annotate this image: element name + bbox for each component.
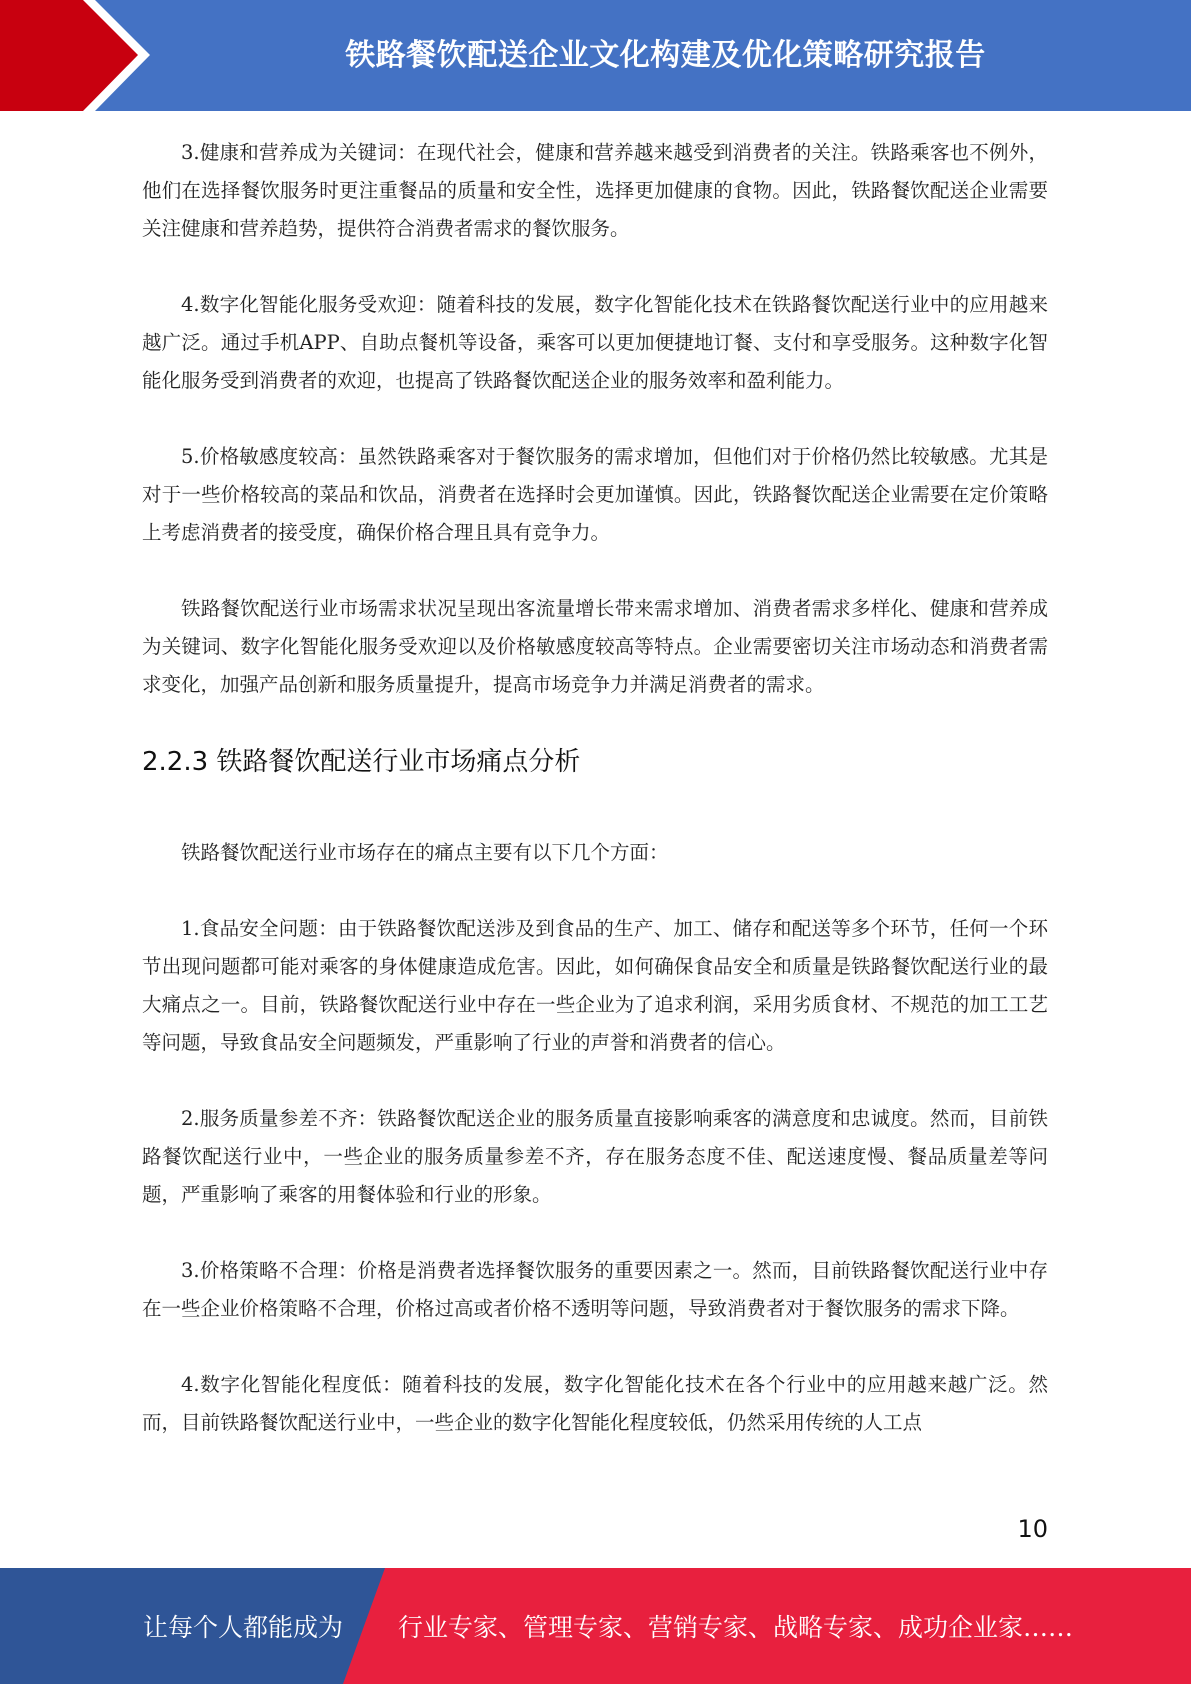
page-header — [0, 0, 1191, 111]
paragraph: 3.健康和营养成为关键词：在现代社会，健康和营养越来越受到消费者的关注。铁路乘客也不例外，他们在选择餐饮服务时更注重餐品的质量和安全性，选择更加健康的食物。因此，铁路餐饮配送企业需要关注健康和营养趋势，提供符合消费者需求的餐饮服务。 — [142, 141, 1048, 240]
paragraph: 铁路餐饮配送行业市场存在的痛点主要有以下几个方面： — [181, 841, 669, 864]
page-content — [142, 134, 1048, 1480]
paragraph: 铁路餐饮配送行业市场需求状况呈现出客流量增长带来需求增加、消费者需求多样化、健康和营养成为关键词、数字化智能化服务受欢迎以及价格敏感度较高等特点。企业需要密切关注市场动态和消费者需求变化，加强产品创新和服务质量提升，提高市场竞争力并满足消费者的需求。 — [142, 597, 1048, 696]
paragraph: 3.价格策略不合理：价格是消费者选择餐饮服务的重要因素之一。然而，目前铁路餐饮配送行业中存在一些企业价格策略不合理，价格过高或者价格不透明等问题，导致消费者对于餐饮服务的需求下降。 — [142, 1259, 1048, 1320]
page-number: 10 — [1017, 1515, 1048, 1543]
section-heading: 2.2.3 铁路餐饮配送行业市场痛点分析 — [142, 747, 581, 777]
paragraph: 5.价格敏感度较高：虽然铁路乘客对于餐饮服务的需求增加，但他们对于价格仍然比较敏感。尤其是对于一些价格较高的菜品和饮品，消费者在选择时会更加谨慎。因此，铁路餐饮配送企业需要在定价策略上考虑消费者的接受度，确保价格合理且具有竞争力。 — [142, 445, 1048, 544]
footer-slogan-right: 行业专家、管理专家、营销专家、战略专家、成功企业家…… — [398, 1613, 1074, 1642]
header-chevron-decoration — [0, 0, 160, 111]
page-footer — [0, 1568, 1191, 1684]
footer-slogan-left: 让每个人都能成为 — [143, 1613, 344, 1642]
document-title: 铁路餐饮配送企业文化构建及优化策略研究报告 — [345, 37, 986, 73]
paragraph: 2.服务质量参差不齐：铁路餐饮配送企业的服务质量直接影响乘客的满意度和忠诚度。然而，目前铁路餐饮配送行业中，一些企业的服务质量参差不齐，存在服务态度不佳、配送速度慢、餐品质量差等问题，严重影响了乘客的用餐体验和行业的形象。 — [142, 1107, 1048, 1206]
paragraph: 1.食品安全问题：由于铁路餐饮配送涉及到食品的生产、加工、储存和配送等多个环节，任何一个环节出现问题都可能对乘客的身体健康造成危害。因此，如何确保食品安全和质量是铁路餐饮配送行业的最大痛点之一。目前，铁路餐饮配送行业中存在一些企业为了追求利润，采用劣质食材、不规范的加工工艺等问题，导致食品安全问题频发，严重影响了行业的声誉和消费者的信心。 — [142, 917, 1048, 1054]
paragraph: 4.数字化智能化服务受欢迎：随着科技的发展，数字化智能化技术在铁路餐饮配送行业中的应用越来越广泛。通过手机APP、自助点餐机等设备，乘客可以更加便捷地订餐、支付和享受服务。这种数字化智能化服务受到消费者的欢迎，也提高了铁路餐饮配送企业的服务效率和盈利能力。 — [142, 293, 1048, 392]
paragraph: 4.数字化智能化程度低：随着科技的发展，数字化智能化技术在各个行业中的应用越来越广泛。然而，目前铁路餐饮配送行业中，一些企业的数字化智能化程度较低，仍然采用传统的人工点 — [142, 1373, 1048, 1434]
